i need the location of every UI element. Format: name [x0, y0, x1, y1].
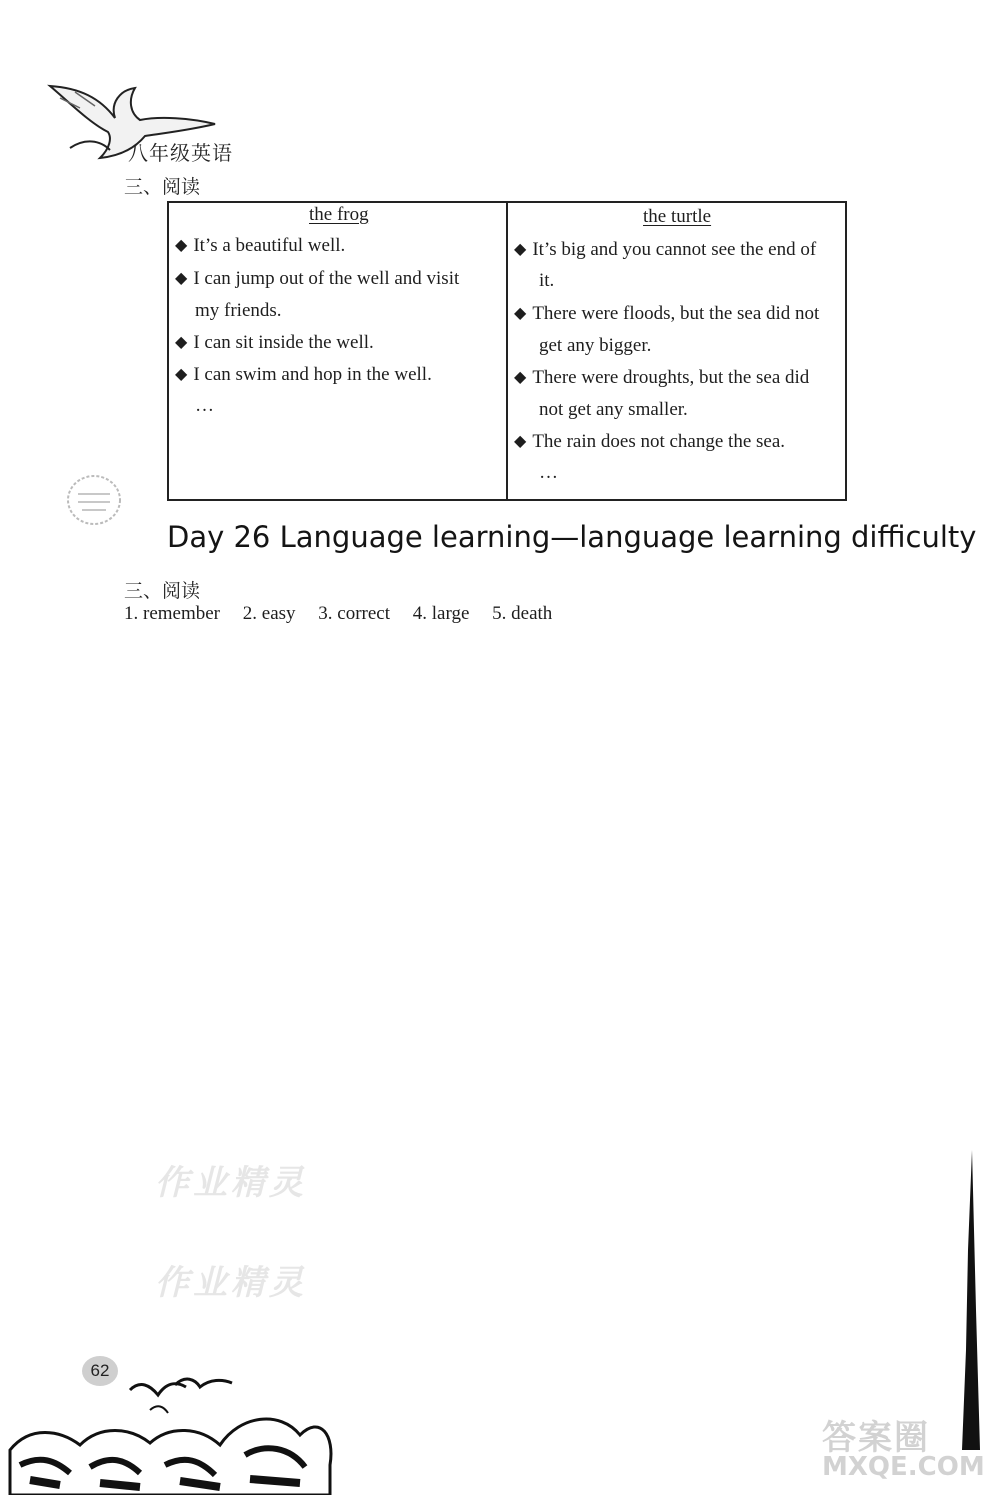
diamond-bullet-icon: ◆ — [514, 369, 527, 386]
turtle-item: ◆ There were droughts, but the sea did — [514, 362, 809, 395]
diamond-bullet-icon: ◆ — [175, 237, 188, 254]
frog-column-title: the frog — [309, 204, 369, 225]
diamond-bullet-icon: ◆ — [514, 433, 527, 450]
frog-item: ◆ I can jump out of the well and visit — [175, 263, 459, 296]
diamond-bullet-icon: ◆ — [514, 241, 527, 258]
frog-ellipsis: … — [195, 395, 214, 416]
book-title: 八年级英语 — [128, 141, 233, 165]
diamond-bullet-icon: ◆ — [175, 366, 188, 383]
answer-item: 4. large — [412, 603, 470, 624]
answer-item: 2. easy — [242, 603, 296, 624]
answer-item: 3. correct — [318, 603, 391, 624]
table-divider — [506, 201, 508, 501]
diamond-bullet-icon: ◆ — [175, 270, 188, 287]
site-url-watermark: MXQE.COM — [822, 1452, 985, 1482]
diamond-bullet-icon: ◆ — [175, 334, 188, 351]
answer-item: 1. remember — [124, 603, 221, 624]
section-label: 三、阅读 — [124, 580, 201, 602]
page-edge-shadow — [958, 1150, 980, 1450]
wave-decoration-icon — [0, 1355, 340, 1495]
site-watermark: 答案圈 — [822, 1418, 930, 1458]
turtle-item: ◆ It’s big and you cannot see the end of — [514, 234, 816, 267]
diamond-bullet-icon: ◆ — [514, 305, 527, 322]
turtle-item-continuation: not get any smaller. — [539, 399, 688, 420]
turtle-ellipsis: … — [539, 462, 558, 483]
turtle-item: ◆ The rain does not change the sea. — [514, 426, 785, 459]
turtle-column-title: the turtle — [643, 206, 712, 227]
turtle-item-continuation: get any bigger. — [539, 335, 652, 356]
page-number: 62 — [82, 1356, 118, 1386]
stamp-graphic-icon — [64, 470, 124, 530]
section-label: 三、阅读 — [124, 176, 201, 198]
frog-item: ◆ I can swim and hop in the well. — [175, 359, 432, 392]
answer-item: 5. death — [492, 603, 553, 624]
turtle-item-continuation: it. — [539, 270, 555, 291]
turtle-item: ◆ There were floods, but the sea did not — [514, 298, 819, 331]
watermark: 作业精灵 — [155, 1263, 307, 1303]
frog-item: ◆ It’s a beautiful well. — [175, 230, 345, 263]
answer-list — [124, 603, 570, 625]
frog-item-continuation: my friends. — [195, 300, 282, 321]
watermark: 作业精灵 — [155, 1163, 307, 1203]
frog-item: ◆ I can sit inside the well. — [175, 327, 374, 360]
day-heading: Day 26 Language learning—language learning difficulty — [167, 520, 977, 554]
